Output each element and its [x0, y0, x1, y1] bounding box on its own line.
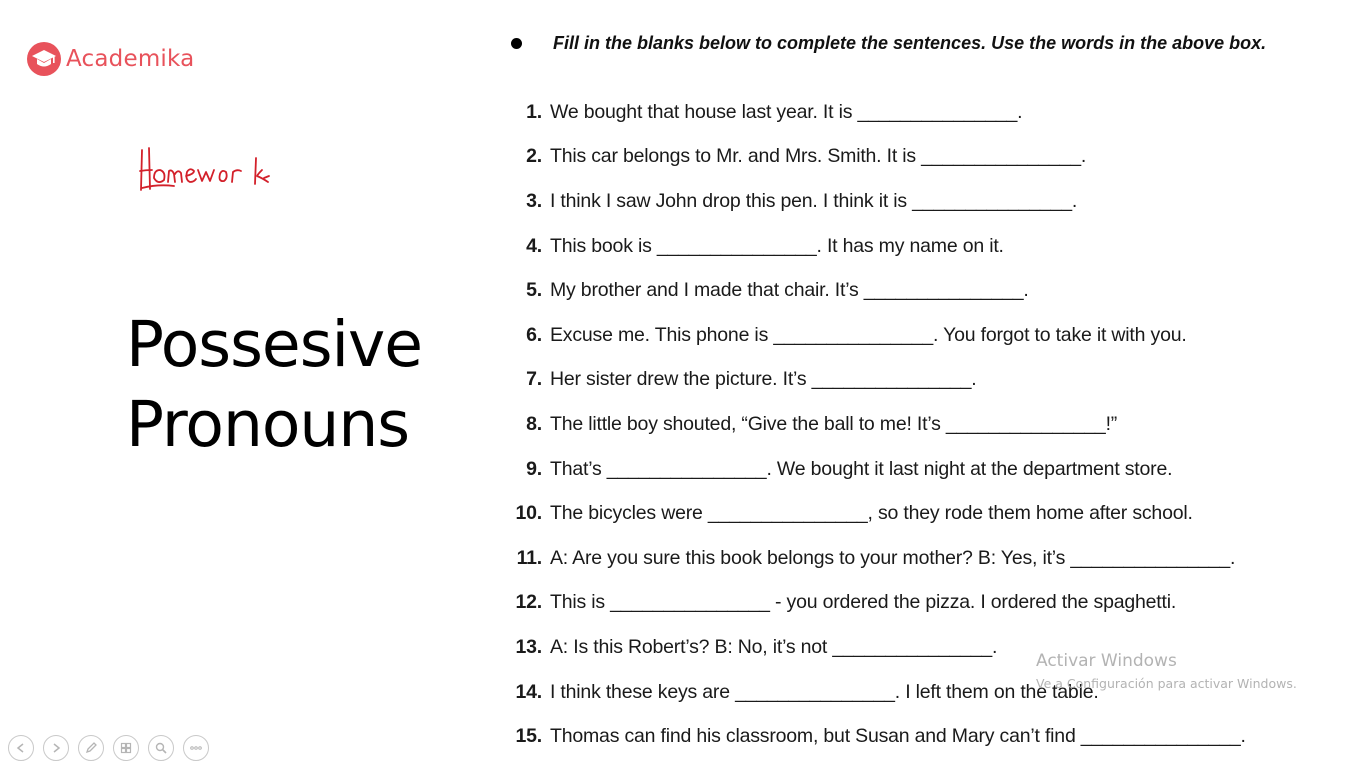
exercise-item [504, 670, 1246, 715]
item-text: Her sister drew the picture. It’s _______________. [550, 368, 977, 391]
exercise-item [504, 447, 1246, 492]
item-number: 12. [515, 591, 542, 614]
exercise-list [504, 90, 1246, 759]
instruction [508, 33, 1266, 54]
arrow-left-icon [14, 741, 28, 755]
item-number: 15. [515, 725, 542, 748]
item-text: That’s _______________. We bought it last night at the department store. [550, 457, 1173, 480]
item-text: We bought that house last year. It is _______________. [550, 100, 1023, 123]
watermark-title: Activar Windows [1036, 651, 1177, 671]
exercise-item [504, 581, 1246, 626]
exercise-item [504, 135, 1246, 180]
item-number: 3. [526, 189, 542, 212]
more-options-button[interactable] [183, 735, 209, 761]
instruction-text: Fill in the blanks below to complete the sentences. Use the words in the above box. [553, 33, 1267, 53]
item-text: The bicycles were _______________, so they rode them home after school. [550, 502, 1193, 525]
item-number: 8. [526, 412, 542, 435]
exercise-item [504, 179, 1246, 224]
item-number: 2. [526, 145, 542, 168]
item-text: Excuse me. This phone is _______________. You forgot to take it with you. [550, 323, 1187, 346]
item-number: 7. [526, 368, 542, 391]
exercise-item [504, 224, 1246, 269]
magnifier-icon [154, 741, 168, 755]
academika-logo [26, 41, 194, 77]
item-text: My brother and I made that chair. It’s _______________. [550, 279, 1029, 302]
arrow-right-icon [49, 741, 63, 755]
item-number: 13. [515, 635, 542, 658]
exercise-item [504, 313, 1246, 358]
item-text: Thomas can find his classroom, but Susan and Mary can’t find _______________. [550, 725, 1246, 748]
slide-title-line2: Pronouns [126, 388, 410, 461]
exercise-item [504, 491, 1246, 536]
zoom-button[interactable] [148, 735, 174, 761]
item-text: The little boy shouted, “Give the ball to me! It’s _______________!” [550, 412, 1118, 435]
slides-view-button[interactable] [113, 735, 139, 761]
item-text: A: Is this Robert’s? B: No, it’s not _______________. [550, 635, 998, 658]
exercise-item [504, 625, 1246, 670]
item-number: 4. [526, 234, 542, 257]
item-text: This car belongs to Mr. and Mrs. Smith. It is _______________. [550, 145, 1087, 168]
slide-title [126, 305, 422, 465]
grid-icon [119, 741, 133, 755]
handwritten-homework-note [138, 140, 308, 200]
slide-title-line1: Possesive [126, 308, 423, 381]
bullet-icon [511, 38, 522, 49]
previous-slide-button[interactable] [8, 735, 34, 761]
exercise-item [504, 536, 1246, 581]
exercise-item [504, 714, 1246, 759]
ellipsis-icon [189, 741, 203, 755]
item-number: 6. [526, 323, 542, 346]
item-number: 5. [526, 279, 542, 302]
watermark-subtitle: Ve a Configuración para activar Windows. [1036, 676, 1297, 691]
pen-tool-button[interactable] [78, 735, 104, 761]
next-slide-button[interactable] [43, 735, 69, 761]
item-text: This is _______________ - you ordered the pizza. I ordered the spaghetti. [550, 591, 1177, 614]
item-text: I think these keys are _______________. I left them on the table. [550, 680, 1099, 703]
brand-name: Academika [66, 46, 195, 72]
exercise-item [504, 90, 1246, 135]
exercise-item [504, 358, 1246, 403]
exercise-item [504, 268, 1246, 313]
item-text: I think I saw John drop this pen. I think it is _______________. [550, 189, 1078, 212]
pen-icon [84, 741, 98, 755]
item-number: 10. [515, 502, 542, 525]
graduation-cap-icon [26, 41, 62, 77]
item-number: 1. [526, 100, 542, 123]
item-text: A: Are you sure this book belongs to your mother? B: Yes, it’s _______________. [550, 546, 1236, 569]
item-number: 9. [526, 457, 542, 480]
item-text: This book is _______________. It has my name on it. [550, 234, 1004, 257]
exercise-item [504, 402, 1246, 447]
item-number: 14. [515, 680, 542, 703]
slideshow-toolbar [8, 735, 209, 761]
item-number: 11. [516, 546, 542, 569]
